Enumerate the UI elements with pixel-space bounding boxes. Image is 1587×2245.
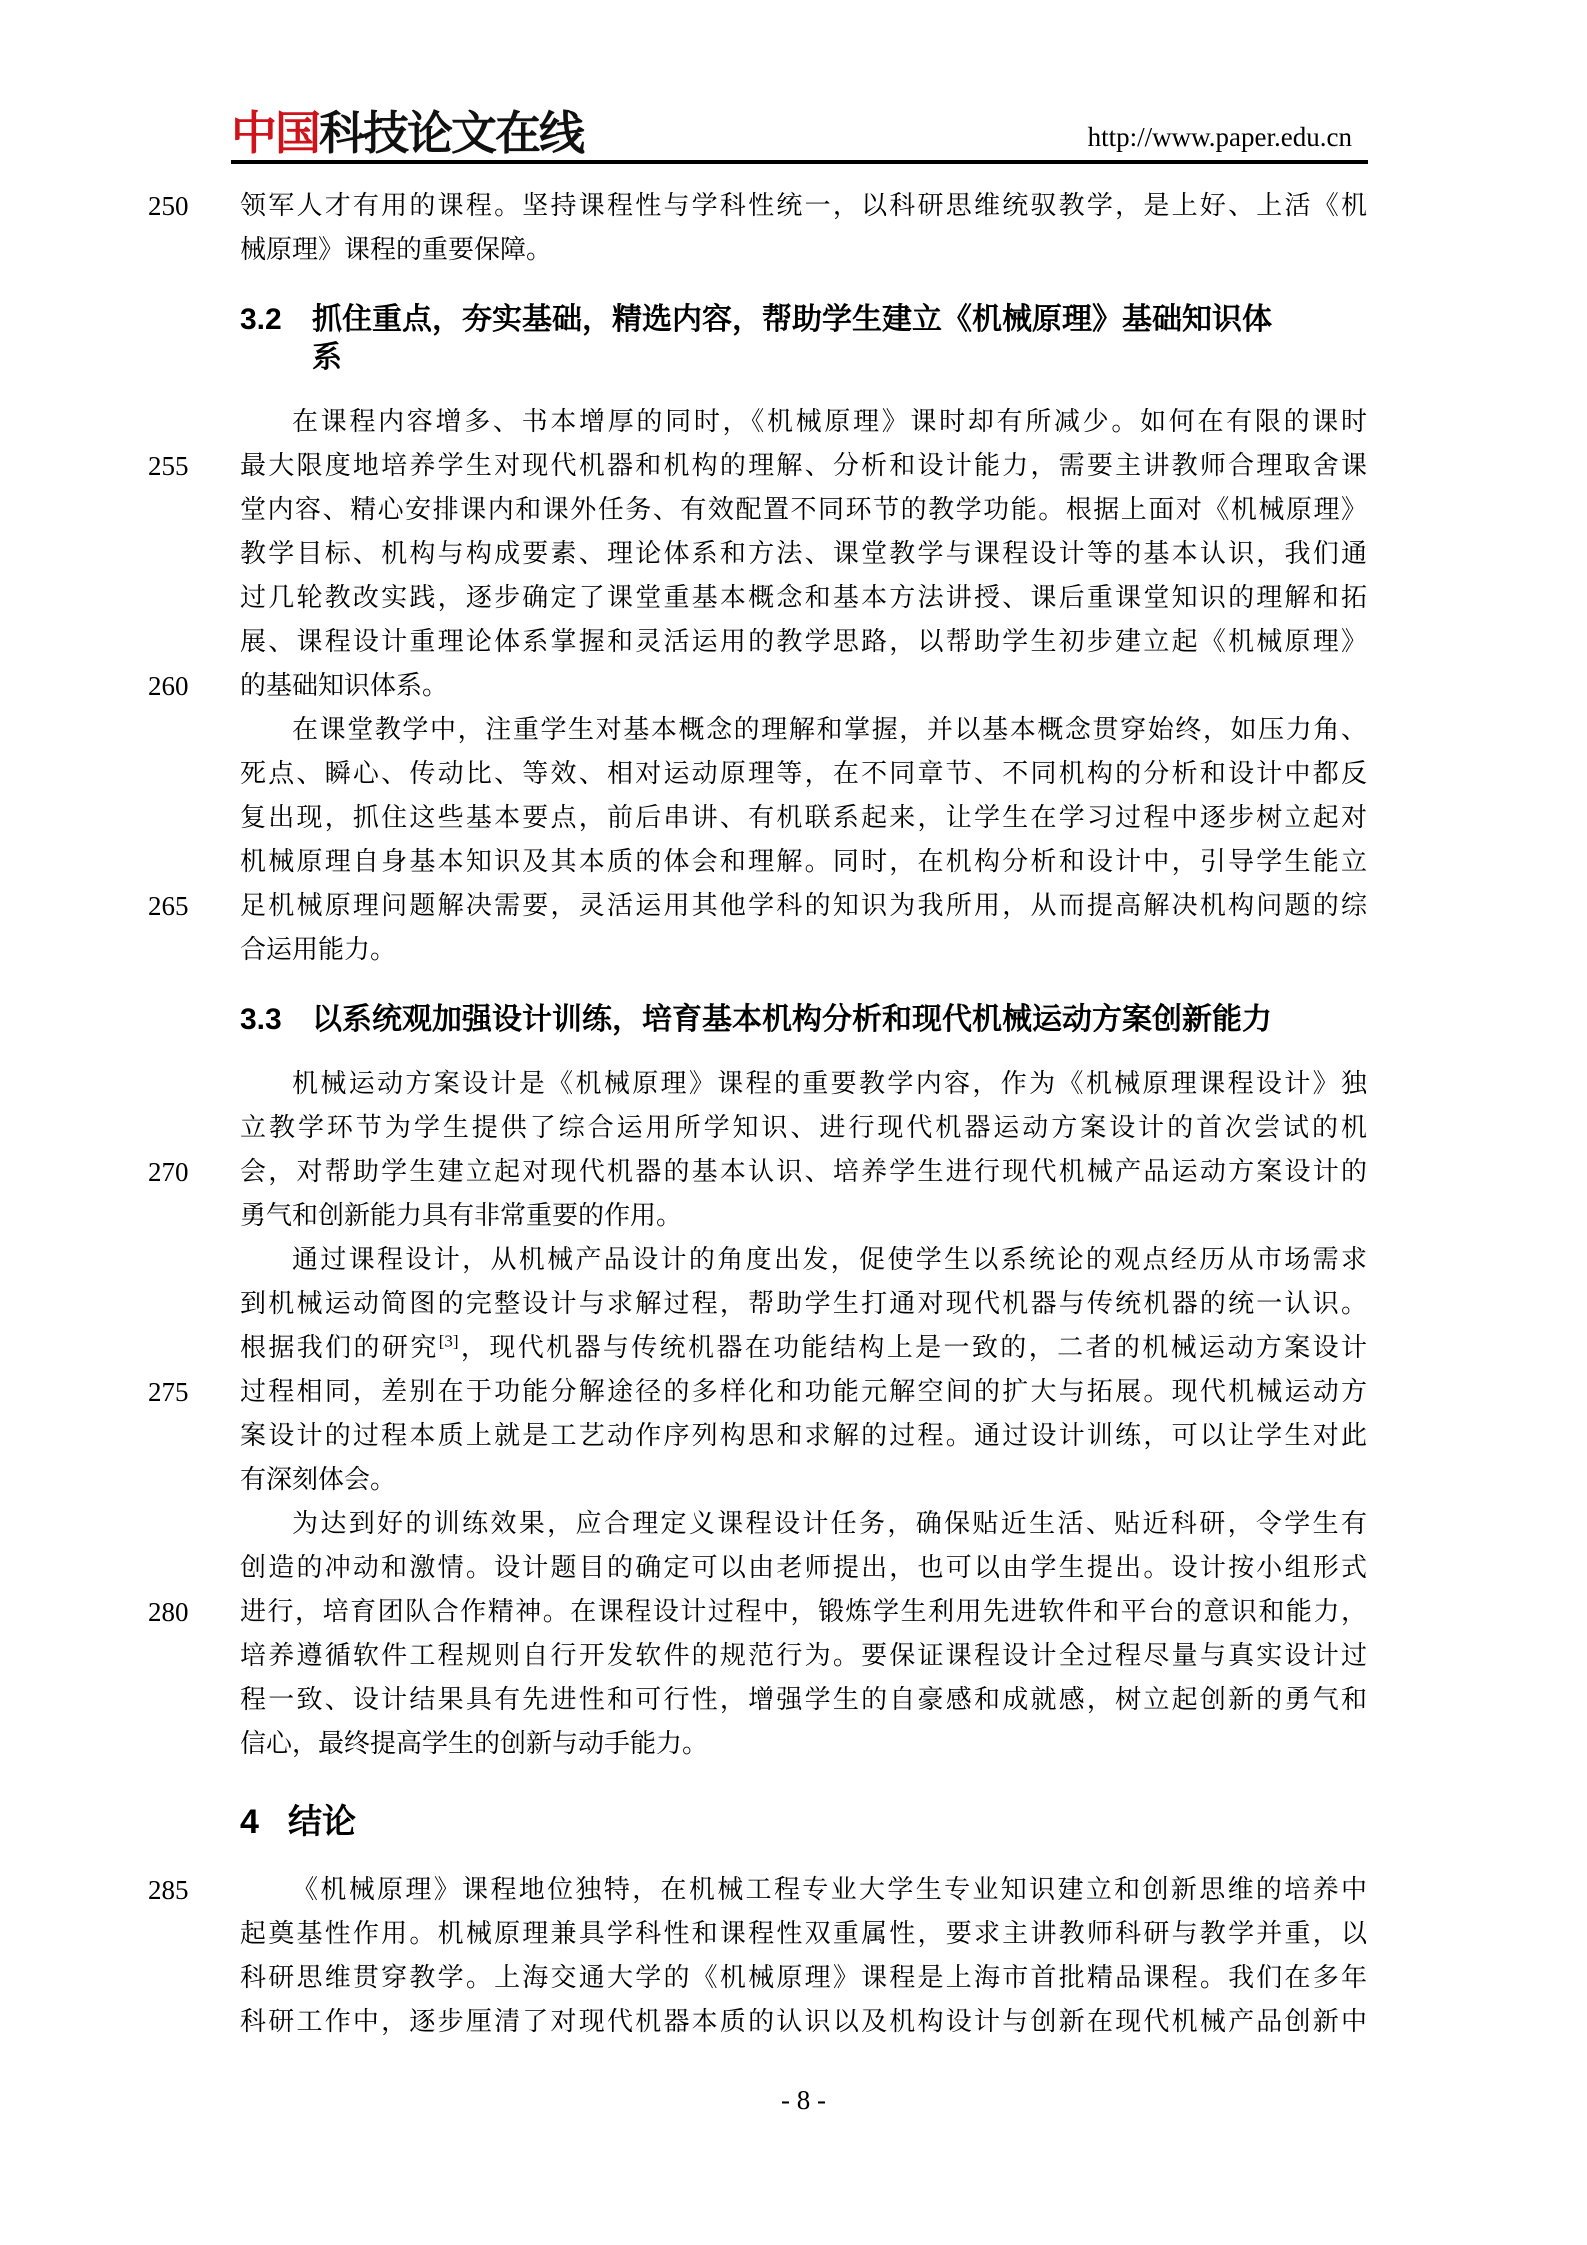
text-line — [148, 444, 1367, 488]
line-number: 275 — [148, 1377, 189, 1407]
line-number: 265 — [148, 891, 189, 921]
text-line — [148, 1370, 1367, 1414]
text-line — [240, 1546, 1367, 1590]
text-line — [240, 1458, 1367, 1502]
line-text: 展、课程设计重理论体系掌握和灵活运用的教学思路，以帮助学生初步建立起《机械原理》 — [240, 627, 1367, 656]
section-heading — [240, 336, 1367, 380]
line-text: 过程相同，差别在于功能分解途径的多样化和功能元解空间的扩大与拓展。现代机械运动方 — [240, 1377, 1367, 1406]
heading-number: 3.2 — [240, 303, 282, 336]
text-line — [240, 1678, 1367, 1722]
site-url-link[interactable]: http://www.paper.edu.cn — [1087, 122, 1352, 152]
text-line — [240, 708, 1367, 752]
logo-text-china: 中国 — [231, 107, 319, 159]
section-heading — [240, 998, 1367, 1042]
text-line — [240, 1194, 1367, 1238]
text-line — [148, 184, 1367, 228]
text-line — [240, 488, 1367, 532]
line-text: 3.3 以系统观加强设计训练，培育基本机构分析和现代机械运动方案创新能力 — [240, 998, 1367, 1042]
line-text: 创造的冲动和激情。设计题目的确定可以由老师提出，也可以由学生提出。设计按小组形式 — [240, 1553, 1367, 1582]
line-text: 足机械原理问题解决需要，灵活运用其他学科的知识为我所用，从而提高解决机构问题的综 — [240, 891, 1367, 920]
line-text: 死点、瞬心、传动比、等效、相对运动原理等，在不同章节、不同机构的分析和设计中都反 — [240, 759, 1367, 788]
heading-number: 4 — [240, 1803, 259, 1841]
text-line — [240, 1956, 1367, 2000]
text-line — [240, 840, 1367, 884]
line-text: 案设计的过程本质上就是工艺动作序列构思和求解的过程。通过设计训练，可以让学生对此 — [240, 1421, 1367, 1450]
line-text: 过几轮教改实践，逐步确定了课堂重基本概念和基本方法讲授、课后重课堂知识的理解和拓 — [240, 583, 1367, 612]
text-line — [240, 1106, 1367, 1150]
text-line — [240, 1414, 1367, 1458]
line-text: 在课程内容增多、书本增厚的同时，《机械原理》课时却有所减少。如何在有限的课时 — [292, 407, 1367, 436]
line-text: 科研思维贯穿教学。上海交通大学的《机械原理》课程是上海市首批精品课程。我们在多年 — [240, 1963, 1367, 1992]
heading-number: 3.3 — [240, 1003, 282, 1036]
line-text: 程一致、设计结果具有先进性和可行性，增强学生的自豪感和成就感，树立起创新的勇气和 — [240, 1685, 1367, 1714]
text-line — [148, 1590, 1367, 1634]
site-logo — [231, 108, 583, 158]
text-line — [240, 752, 1367, 796]
line-text: 的基础知识体系。 — [240, 671, 449, 700]
page-number: - 8 - — [781, 2085, 826, 2115]
line-text: 领军人才有用的课程。坚持课程性与学科性统一，以科研思维统驭教学，是上好、上活《机 — [240, 191, 1367, 220]
text-line — [240, 928, 1367, 972]
text-line — [240, 1062, 1367, 1106]
text-line — [240, 620, 1367, 664]
line-number: 285 — [148, 1875, 189, 1905]
line-text: 科研工作中，逐步厘清了对现代机器本质的认识以及机构设计与创新在现代机械产品创新中 — [240, 2007, 1367, 2036]
logo-text-paper-online: 科技论文在线 — [319, 107, 583, 159]
line-text: 机械原理自身基本知识及其本质的体会和理解。同时，在机构分析和设计中，引导学生能立 — [240, 847, 1367, 876]
line-text: 根据我们的研究[3]，现代机器与传统机器在功能结构上是一致的，二者的机械运动方案设计 — [240, 1331, 1367, 1362]
document-body — [148, 184, 1367, 2044]
line-text: 为达到好的训练效果，应合理定义课程设计任务，确保贴近生活、贴近科研，令学生有 — [292, 1509, 1367, 1538]
line-text: 合运用能力。 — [240, 935, 397, 964]
line-text: 最大限度地培养学生对现代机器和机构的理解、分析和设计能力，需要主讲教师合理取舍课 — [240, 451, 1367, 480]
text-line — [240, 1326, 1367, 1370]
line-number: 280 — [148, 1597, 189, 1627]
line-text: 信心，最终提高学生的创新与动手能力。 — [240, 1729, 709, 1758]
text-line — [240, 1238, 1367, 1282]
text-line — [240, 2000, 1367, 2044]
text-line — [240, 1634, 1367, 1678]
text-line — [240, 576, 1367, 620]
line-text: 《机械原理》课程地位独特，在机械工程专业大学生专业知识建立和创新思维的培养中 — [292, 1875, 1367, 1904]
line-text: 到机械运动简图的完整设计与求解过程，帮助学生打通对现代机器与传统机器的统一认识。 — [240, 1289, 1367, 1318]
line-text: 有深刻体会。 — [240, 1465, 397, 1494]
line-text: 械原理》课程的重要保障。 — [240, 235, 553, 264]
line-text: 会，对帮助学生建立起对现代机器的基本认识、培养学生进行现代机械产品运动方案设计的 — [240, 1157, 1367, 1186]
line-text: 教学目标、机构与构成要素、理论体系和方法、课堂教学与课程设计等的基本认识，我们通 — [240, 539, 1367, 568]
text-line — [240, 1722, 1367, 1766]
line-text: 堂内容、精心安排课内和课外任务、有效配置不同环节的教学功能。根据上面对《机械原理》 — [240, 495, 1367, 524]
text-line — [240, 796, 1367, 840]
line-text: 勇气和创新能力具有非常重要的作用。 — [240, 1201, 683, 1230]
text-line — [240, 1912, 1367, 1956]
text-line — [240, 1282, 1367, 1326]
text-line — [148, 1150, 1367, 1194]
line-text: 系 — [312, 341, 342, 374]
line-number: 250 — [148, 191, 189, 221]
line-text: 在课堂教学中，注重学生对基本概念的理解和掌握，并以基本概念贯穿始终，如压力角、 — [292, 715, 1367, 744]
line-text: 通过课程设计，从机械产品设计的角度出发，促使学生以系统论的观点经历从市场需求 — [292, 1245, 1367, 1274]
line-text: 4 结论 — [240, 1798, 1367, 1846]
section-heading — [240, 1798, 1367, 1846]
text-line — [148, 1868, 1367, 1912]
citation-superscript: [3] — [438, 1331, 459, 1351]
line-text: 机械运动方案设计是《机械原理》课程的重要教学内容，作为《机械原理课程设计》独 — [292, 1069, 1367, 1098]
line-number: 260 — [148, 671, 189, 701]
text-line — [240, 1502, 1367, 1546]
line-text: 立教学环节为学生提供了综合运用所学知识、进行现代机器运动方案设计的首次尝试的机 — [240, 1113, 1367, 1142]
line-number: 270 — [148, 1157, 189, 1187]
text-line — [240, 532, 1367, 576]
line-text: 进行，培育团队合作精神。在课程设计过程中，锻炼学生利用先进软件和平台的意识和能力， — [240, 1597, 1367, 1626]
header-divider — [231, 160, 1368, 164]
text-line — [240, 400, 1367, 444]
line-text: 起奠基性作用。机械原理兼具学科性和课程性双重属性，要求主讲教师科研与教学并重，以 — [240, 1919, 1367, 1948]
text-line — [148, 664, 1367, 708]
text-line — [240, 228, 1367, 272]
line-text: 复出现，抓住这些基本要点，前后串讲、有机联系起来，让学生在学习过程中逐步树立起对 — [240, 803, 1367, 832]
line-text: 3.2 抓住重点，夯实基础，精选内容，帮助学生建立《机械原理》基础知识体 — [240, 298, 1367, 342]
line-text: 培养遵循软件工程规则自行开发软件的规范行为。要保证课程设计全过程尽量与真实设计过 — [240, 1641, 1367, 1670]
text-line — [148, 884, 1367, 928]
line-number: 255 — [148, 451, 189, 481]
